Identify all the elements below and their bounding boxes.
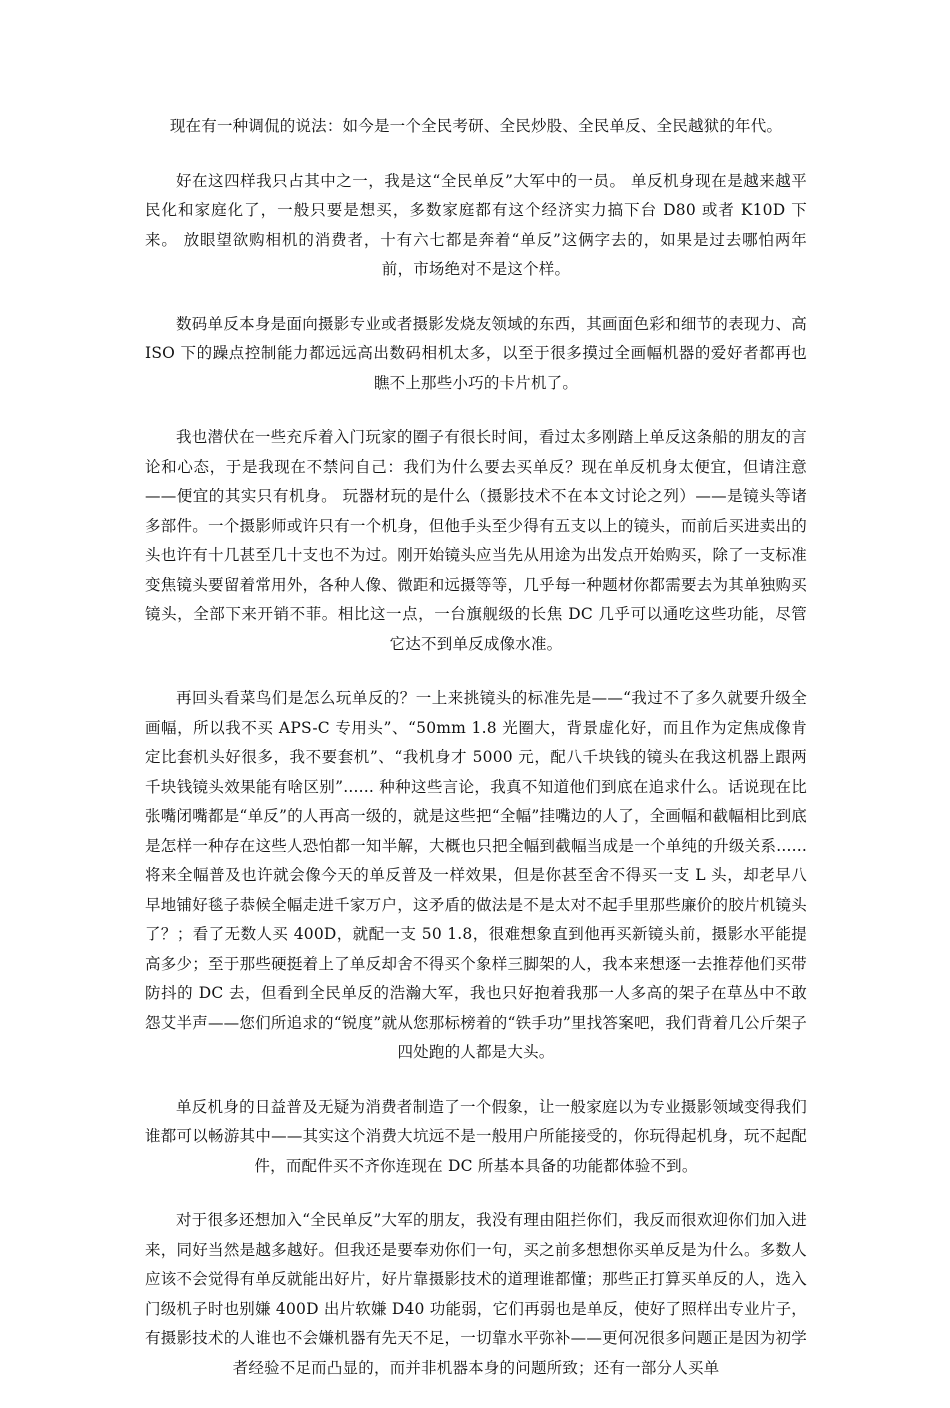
document-body: [145, 112, 807, 1408]
paragraph-advice: 对于很多还想加入“全民单反”大军的朋友，我没有理由阻拦你们，我反而很欢迎你们加入进来，同好当然是越多越好。但我还是要奉劝你们一句，买之前多想想你买单反是为什么。多数人应该不会觉得有单反就能出好片，好片靠摄影技术的道理谁都懂；那些正打算买单反的人，选入门级机子时也别嫌 400D 出片软嫌 D40 功能弱，它们再弱也是单反，使好了照样出专业片子，有摄影技术的人谁也不会嫌机器有先天不足，一切靠水平弥补——更何况很多问题正是因为初学者经验不足而凸显的，而并非机器本身的问题所致；还有一部分人买单: [145, 1211, 807, 1377]
paragraph-lens-cost: 我也潜伏在一些充斥着入门玩家的圈子有很长时间，看过太多刚踏上单反这条船的朋友的言论和心态，于是我现在不禁问自己：我们为什么要去买单反？现在单反机身太便宜，但请注意——便宜的其实只有机身。 玩器材玩的是什么（摄影技术不在本文讨论之列）——是镜头等诸多部件。一个摄影师或许只有一个机身，但他手头至少得有五支以上的镜头，而前后买进卖出的头也许有十几甚至几十支也不为过。刚开始镜头应当先从用途为出发点开始购买，除了一支标准变焦镜头要留着常用外，各种人像、微距和远摄等等，几乎每一种题材你都需要去为其单独购买镜头，全部下来开销不菲。相比这一点，一台旗舰级的长焦 DC 几乎可以通吃这些功能，尽管它达不到单反成像水准。: [145, 428, 807, 653]
paragraph-dslr-popularity: 好在这四样我只占其中之一，我是这“全民单反”大军中的一员。 单反机身现在是越来越平民化和家庭化了，一般只要是想买，多数家庭都有这个经济实力搞下台 D80 或者 K10D 下来。 放眼望欲购相机的消费者，十有六七都是奔着“单反”这俩字去的，如果是过去哪怕两年前，市场绝对不是这个样。: [145, 171, 807, 278]
paragraph-illusion: 单反机身的日益普及无疑为消费者制造了一个假象，让一般家庭以为专业摄影领域变得我们谁都可以畅游其中——其实这个消费大坑远不是一般用户所能接受的，你玩得起机身，玩不起配件，而配件买不齐你连现在 DC 所基本具备的功能都体验不到。: [145, 1097, 807, 1175]
paragraph-dslr-quality: 数码单反本身是面向摄影专业或者摄影发烧友领域的东西，其画面色彩和细节的表现力、高 ISO 下的躁点控制能力都远远高出数码相机太多，以至于很多摸过全画幅机器的爱好者都再也瞧不上那些小巧的卡片机了。: [145, 314, 807, 392]
paragraph-beginners: 再回头看菜鸟们是怎么玩单反的？一上来挑镜头的标准先是——“我过不了多久就要升级全画幅，所以我不买 APS-C 专用头”、“50mm 1.8 光圈大，背景虚化好，而且作为定焦成像肯定比套机头好很多，我不要套机”、“我机身才 5000 元，配八千块钱的镜头在我这机器上跟两千块钱镜头效果能有啥区别”...... 种种这些言论，我真不知道他们到底在追求什么。话说现在比张嘴闭嘴都是“单反”的人再高一级的，就是这些把“全幅”挂嘴边的人了，全画幅和截幅相比到底是怎样一种存在这些人恐怕都一知半解，大概也只把全幅到截幅当成是一个单纯的升级关系......将来全幅普及也许就会像今天的单反普及一样效果，但是你甚至舍不得买一支 L 头，却老早八早地铺好毯子恭候全幅走进千家万户，这矛盾的做法是不是太对不起手里那些廉价的胶片机镜头了？；看了无数人买 400D，就配一支 50 1.8，很难想象直到他再买新镜头前，摄影水平能提高多少；至于那些硬挺着上了单反却舍不得买个象样三脚架的人，我本来想逐一去推荐他们买带防抖的 DC 去，但看到全民单反的浩瀚大军，我也只好抱着我那一人多高的架子在草丛中不敢怨艾半声——您们所追求的“锐度”就从您那标榜着的“铁手功”里找答案吧，我们背着几公斤架子四处跑的人都是大头。: [145, 689, 807, 1061]
paragraph-intro: 现在有一种调侃的说法：如今是一个全民考研、全民炒股、全民单反、全民越狱的年代。: [169, 117, 783, 135]
